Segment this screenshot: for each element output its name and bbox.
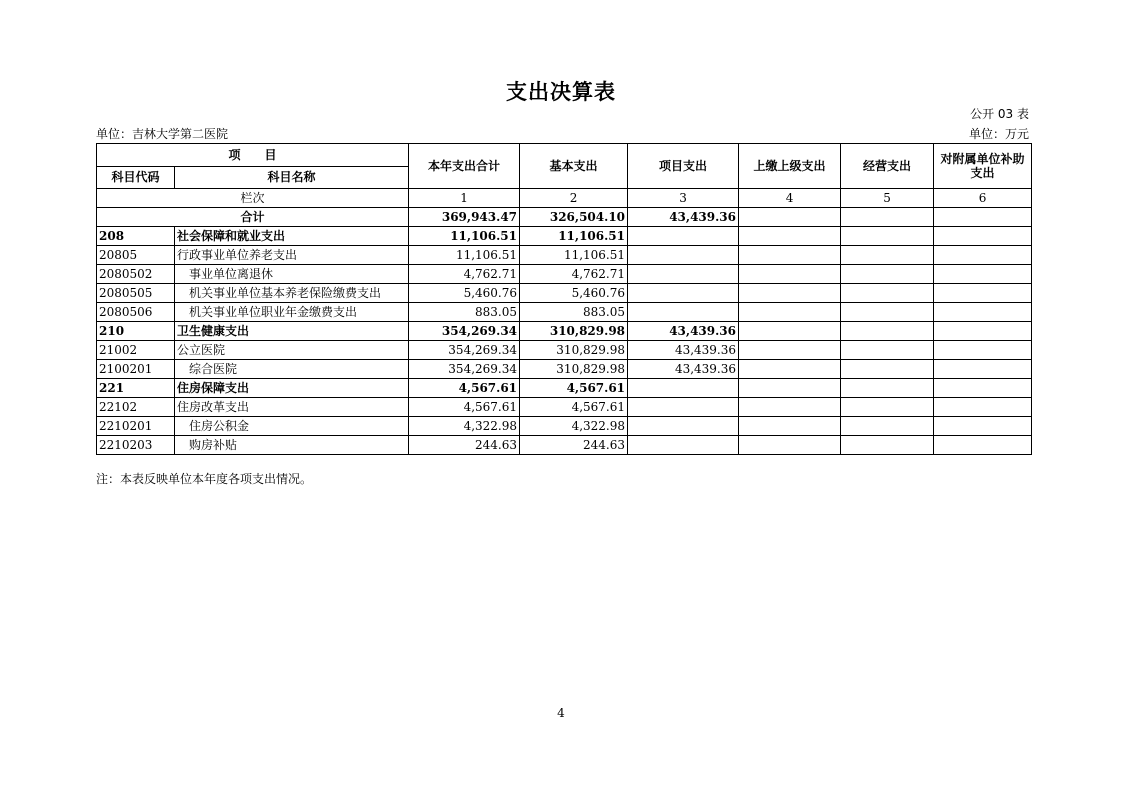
- row-code: 2080502: [97, 265, 175, 284]
- table-row: [97, 265, 1032, 284]
- row-name: 住房公积金: [175, 417, 409, 436]
- column-index-label: 栏次: [97, 189, 409, 208]
- row-total: 354,269.34: [409, 341, 520, 360]
- row-business: [841, 417, 934, 436]
- sum-basic: 326,504.10: [520, 208, 628, 227]
- table-row: [97, 341, 1032, 360]
- row-total: 244.63: [409, 436, 520, 455]
- row-code: 221: [97, 379, 175, 398]
- table-note: 注：本表反映单位本年度各项支出情况。: [96, 472, 313, 486]
- expenditure-table: [96, 143, 1032, 455]
- row-basic: 4,762.71: [520, 265, 628, 284]
- row-basic: 5,460.76: [520, 284, 628, 303]
- row-code: 2210203: [97, 436, 175, 455]
- row-business: [841, 284, 934, 303]
- row-upper: [739, 436, 841, 455]
- table-row: [97, 246, 1032, 265]
- column-index: 3: [628, 189, 739, 208]
- header-project: 项目支出: [628, 144, 739, 189]
- sum-label: 合计: [97, 208, 409, 227]
- row-subsidy: [934, 379, 1032, 398]
- row-project: [628, 246, 739, 265]
- row-subsidy: [934, 322, 1032, 341]
- row-code: 21002: [97, 341, 175, 360]
- row-name: 卫生健康支出: [175, 322, 409, 341]
- row-subsidy: [934, 246, 1032, 265]
- table-row: [97, 303, 1032, 322]
- row-upper: [739, 322, 841, 341]
- row-project: [628, 379, 739, 398]
- row-basic: 310,829.98: [520, 322, 628, 341]
- row-project: [628, 417, 739, 436]
- column-index: 6: [934, 189, 1032, 208]
- row-total: 5,460.76: [409, 284, 520, 303]
- row-code: 210: [97, 322, 175, 341]
- table-row: [97, 417, 1032, 436]
- row-subsidy: [934, 265, 1032, 284]
- row-total: 11,106.51: [409, 246, 520, 265]
- row-project: [628, 227, 739, 246]
- row-subsidy: [934, 398, 1032, 417]
- row-subsidy: [934, 227, 1032, 246]
- row-name: 住房保障支出: [175, 379, 409, 398]
- row-business: [841, 322, 934, 341]
- row-business: [841, 227, 934, 246]
- row-total: 354,269.34: [409, 322, 520, 341]
- row-business: [841, 246, 934, 265]
- row-business: [841, 341, 934, 360]
- row-basic: 4,322.98: [520, 417, 628, 436]
- table-row: [97, 379, 1032, 398]
- table-row: [97, 436, 1032, 455]
- row-upper: [739, 246, 841, 265]
- row-business: [841, 436, 934, 455]
- row-business: [841, 379, 934, 398]
- row-name: 行政事业单位养老支出: [175, 246, 409, 265]
- row-name: 公立医院: [175, 341, 409, 360]
- row-upper: [739, 360, 841, 379]
- column-index: 5: [841, 189, 934, 208]
- row-total: 4,567.61: [409, 398, 520, 417]
- sum-subsidy: [934, 208, 1032, 227]
- header-basic: 基本支出: [520, 144, 628, 189]
- row-code: 208: [97, 227, 175, 246]
- row-project: [628, 303, 739, 322]
- row-name: 住房改革支出: [175, 398, 409, 417]
- page-title: 支出决算表: [506, 79, 616, 104]
- row-upper: [739, 303, 841, 322]
- row-basic: 4,567.61: [520, 379, 628, 398]
- row-subsidy: [934, 436, 1032, 455]
- sum-business: [841, 208, 934, 227]
- row-project: 43,439.36: [628, 322, 739, 341]
- row-upper: [739, 284, 841, 303]
- column-index: 1: [409, 189, 520, 208]
- row-project: 43,439.36: [628, 360, 739, 379]
- header-item: 项 目: [97, 144, 409, 167]
- sum-upper: [739, 208, 841, 227]
- page-number: 4: [557, 706, 565, 720]
- row-basic: 883.05: [520, 303, 628, 322]
- row-name: 机关事业单位基本养老保险缴费支出: [175, 284, 409, 303]
- row-name: 综合医院: [175, 360, 409, 379]
- header-upper: 上缴上级支出: [739, 144, 841, 189]
- row-project: [628, 265, 739, 284]
- row-upper: [739, 379, 841, 398]
- row-basic: 310,829.98: [520, 341, 628, 360]
- row-project: 43,439.36: [628, 341, 739, 360]
- row-project: [628, 398, 739, 417]
- row-code: 20805: [97, 246, 175, 265]
- row-upper: [739, 265, 841, 284]
- row-name: 购房补贴: [175, 436, 409, 455]
- column-index-row: [97, 189, 1032, 208]
- row-code: 22102: [97, 398, 175, 417]
- row-business: [841, 398, 934, 417]
- header-total: 本年支出合计: [409, 144, 520, 189]
- row-business: [841, 360, 934, 379]
- header-name: 科目名称: [175, 166, 409, 189]
- column-index: 2: [520, 189, 628, 208]
- row-subsidy: [934, 417, 1032, 436]
- row-total: 4,567.61: [409, 379, 520, 398]
- sum-row: [97, 208, 1032, 227]
- column-index: 4: [739, 189, 841, 208]
- row-project: [628, 436, 739, 455]
- row-upper: [739, 227, 841, 246]
- row-business: [841, 265, 934, 284]
- row-total: 883.05: [409, 303, 520, 322]
- row-total: 354,269.34: [409, 360, 520, 379]
- header-business: 经营支出: [841, 144, 934, 189]
- row-name: 社会保障和就业支出: [175, 227, 409, 246]
- row-code: 2210201: [97, 417, 175, 436]
- row-upper: [739, 398, 841, 417]
- header-subsidy: 对附属单位补助支出: [934, 144, 1032, 189]
- row-basic: 310,829.98: [520, 360, 628, 379]
- row-upper: [739, 341, 841, 360]
- header-code: 科目代码: [97, 166, 175, 189]
- row-total: 4,322.98: [409, 417, 520, 436]
- table-row: [97, 284, 1032, 303]
- currency-unit-label: 单位：万元: [968, 127, 1029, 141]
- row-business: [841, 303, 934, 322]
- row-subsidy: [934, 303, 1032, 322]
- sum-project: 43,439.36: [628, 208, 739, 227]
- table-number: 公开 03 表: [970, 107, 1029, 121]
- table-row: [97, 398, 1032, 417]
- sum-total: 369,943.47: [409, 208, 520, 227]
- row-subsidy: [934, 360, 1032, 379]
- organization-label: 单位：吉林大学第二医院: [96, 127, 229, 141]
- row-subsidy: [934, 284, 1032, 303]
- row-basic: 11,106.51: [520, 227, 628, 246]
- row-code: 2080505: [97, 284, 175, 303]
- row-total: 11,106.51: [409, 227, 520, 246]
- row-code: 2100201: [97, 360, 175, 379]
- row-upper: [739, 417, 841, 436]
- row-basic: 11,106.51: [520, 246, 628, 265]
- row-basic: 4,567.61: [520, 398, 628, 417]
- row-project: [628, 284, 739, 303]
- header-row-1: [97, 144, 1032, 167]
- row-basic: 244.63: [520, 436, 628, 455]
- row-subsidy: [934, 341, 1032, 360]
- row-code: 2080506: [97, 303, 175, 322]
- table-row: [97, 227, 1032, 246]
- row-name: 机关事业单位职业年金缴费支出: [175, 303, 409, 322]
- table-row: [97, 322, 1032, 341]
- row-total: 4,762.71: [409, 265, 520, 284]
- row-name: 事业单位离退休: [175, 265, 409, 284]
- table-row: [97, 360, 1032, 379]
